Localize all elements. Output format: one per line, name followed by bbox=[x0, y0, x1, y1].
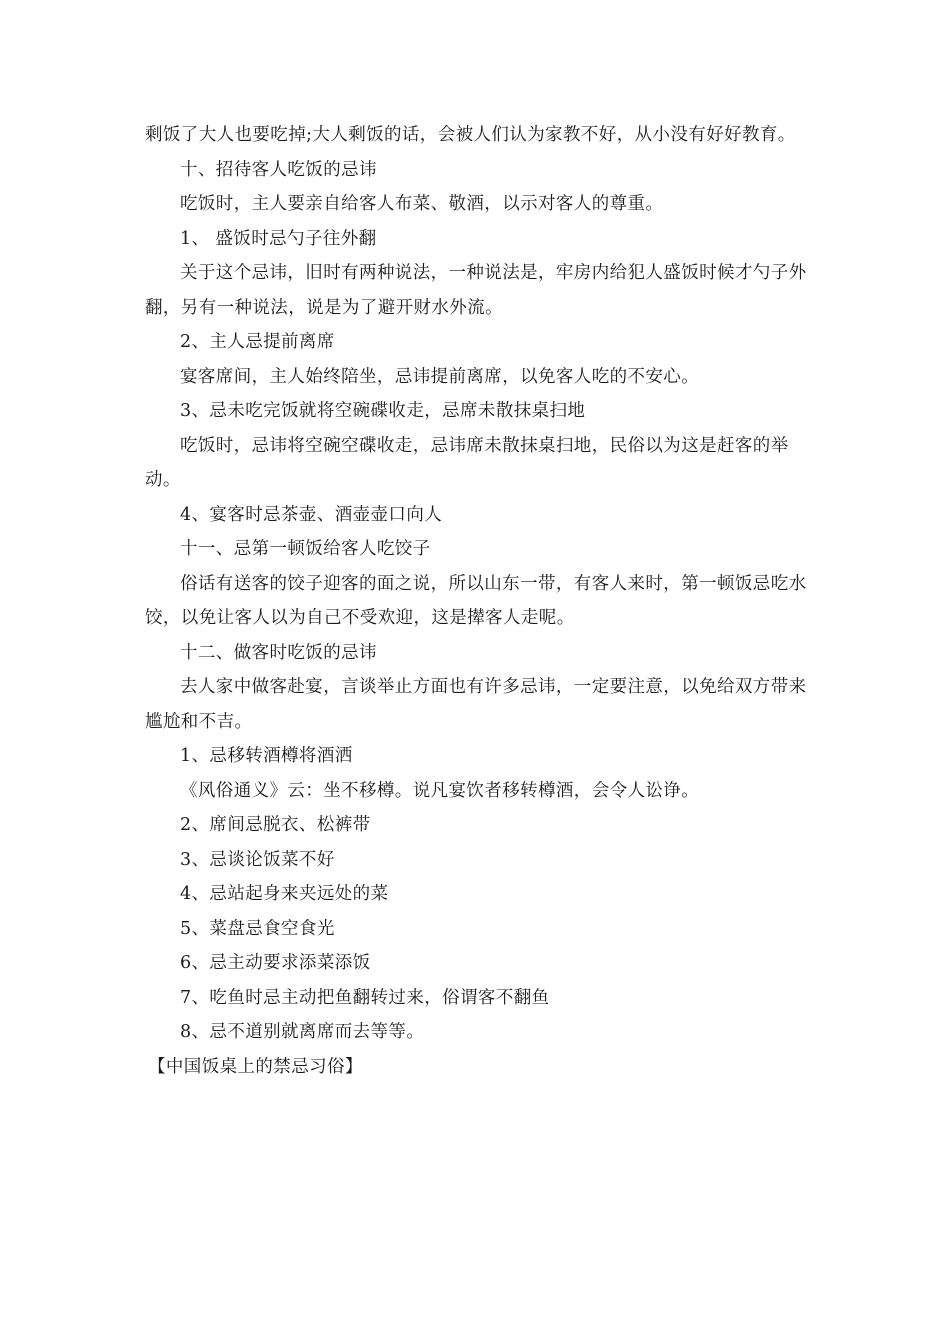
document-body bbox=[145, 118, 815, 1084]
item-criticize-food: 3、忌谈论饭菜不好 bbox=[180, 849, 335, 870]
heading-hosting-guests: 十、招待客人吃饭的忌讳 bbox=[180, 159, 377, 180]
heading-dumplings: 十一、忌第一顿饭给客人吃饺子 bbox=[180, 539, 431, 559]
item-leaving-without-goodbye: 8、忌不道别就离席而去等等。 bbox=[180, 1022, 425, 1042]
paragraph-fengsu-tongyi: 《风俗通义》云：坐不移樽。说凡宴饮者移转樽酒，会令人讼诤。 bbox=[180, 780, 700, 801]
item-empty-plates: 5、菜盘忌食空食光 bbox=[180, 918, 335, 939]
item-teapot-spout: 4、宴客时忌茶壶、酒壶壶口向人 bbox=[180, 504, 443, 525]
item-wine-vessel: 1、忌移转酒樽将酒洒 bbox=[180, 746, 353, 766]
item-reaching-far: 4、忌站起身来夹远处的菜 bbox=[180, 884, 389, 904]
item-clearing-dishes: 3、忌未吃完饭就将空碗碟收走，忌席未散抹桌扫地 bbox=[180, 401, 586, 421]
paragraph-clearing-dishes: 吃饭时，忌讳将空碗空碟收走，忌讳席未散抹桌扫地，民俗以为这是赶客的举动。 bbox=[145, 435, 789, 490]
item-flipping-fish: 7、吃鱼时忌主动把鱼翻转过来，俗谓客不翻鱼 bbox=[180, 987, 550, 1008]
item-undressing: 2、席间忌脱衣、松裤带 bbox=[180, 815, 371, 835]
paragraph-host-serves: 吃饭时，主人要亲自给客人布菜、敬酒，以示对客人的尊重。 bbox=[180, 194, 664, 214]
paragraph-host-leaving: 宴客席间，主人始终陪坐，忌讳提前离席，以免客人吃的不安心。 bbox=[180, 366, 700, 387]
paragraph-ladle-explanation: 关于这个忌讳，旧时有两种说法，一种说法是，牢房内给犯人盛饭时候才勺子外翻，另有一种说法，说是为了避开财水外流。 bbox=[145, 263, 807, 318]
paragraph-being-guest: 去人家中做客赴宴，言谈举止方面也有许多忌讳，一定要注意，以免给双方带来尴尬和不吉。 bbox=[145, 677, 807, 732]
paragraph-leftover-food: 剩饭了大人也要吃掉;大人剩饭的话，会被人们认为家教不好，从小没有好好教育。 bbox=[145, 125, 796, 145]
heading-being-guest: 十二、做客时吃饭的忌讳 bbox=[180, 642, 377, 663]
paragraph-dumplings: 俗话有送客的饺子迎客的面之说，所以山东一带，有客人来时，第一顿饭忌吃水饺，以免让客人以为自己不受欢迎，这是撵客人走呢。 bbox=[145, 573, 807, 628]
item-asking-more: 6、忌主动要求添菜添饭 bbox=[180, 953, 371, 973]
item-host-leaving: 2、主人忌提前离席 bbox=[180, 332, 335, 352]
section-title-taboo-customs: 【中国饭桌上的禁忌习俗】 bbox=[148, 1056, 363, 1077]
item-ladle-outward: 1、 盛饭时忌勺子往外翻 bbox=[180, 228, 377, 249]
